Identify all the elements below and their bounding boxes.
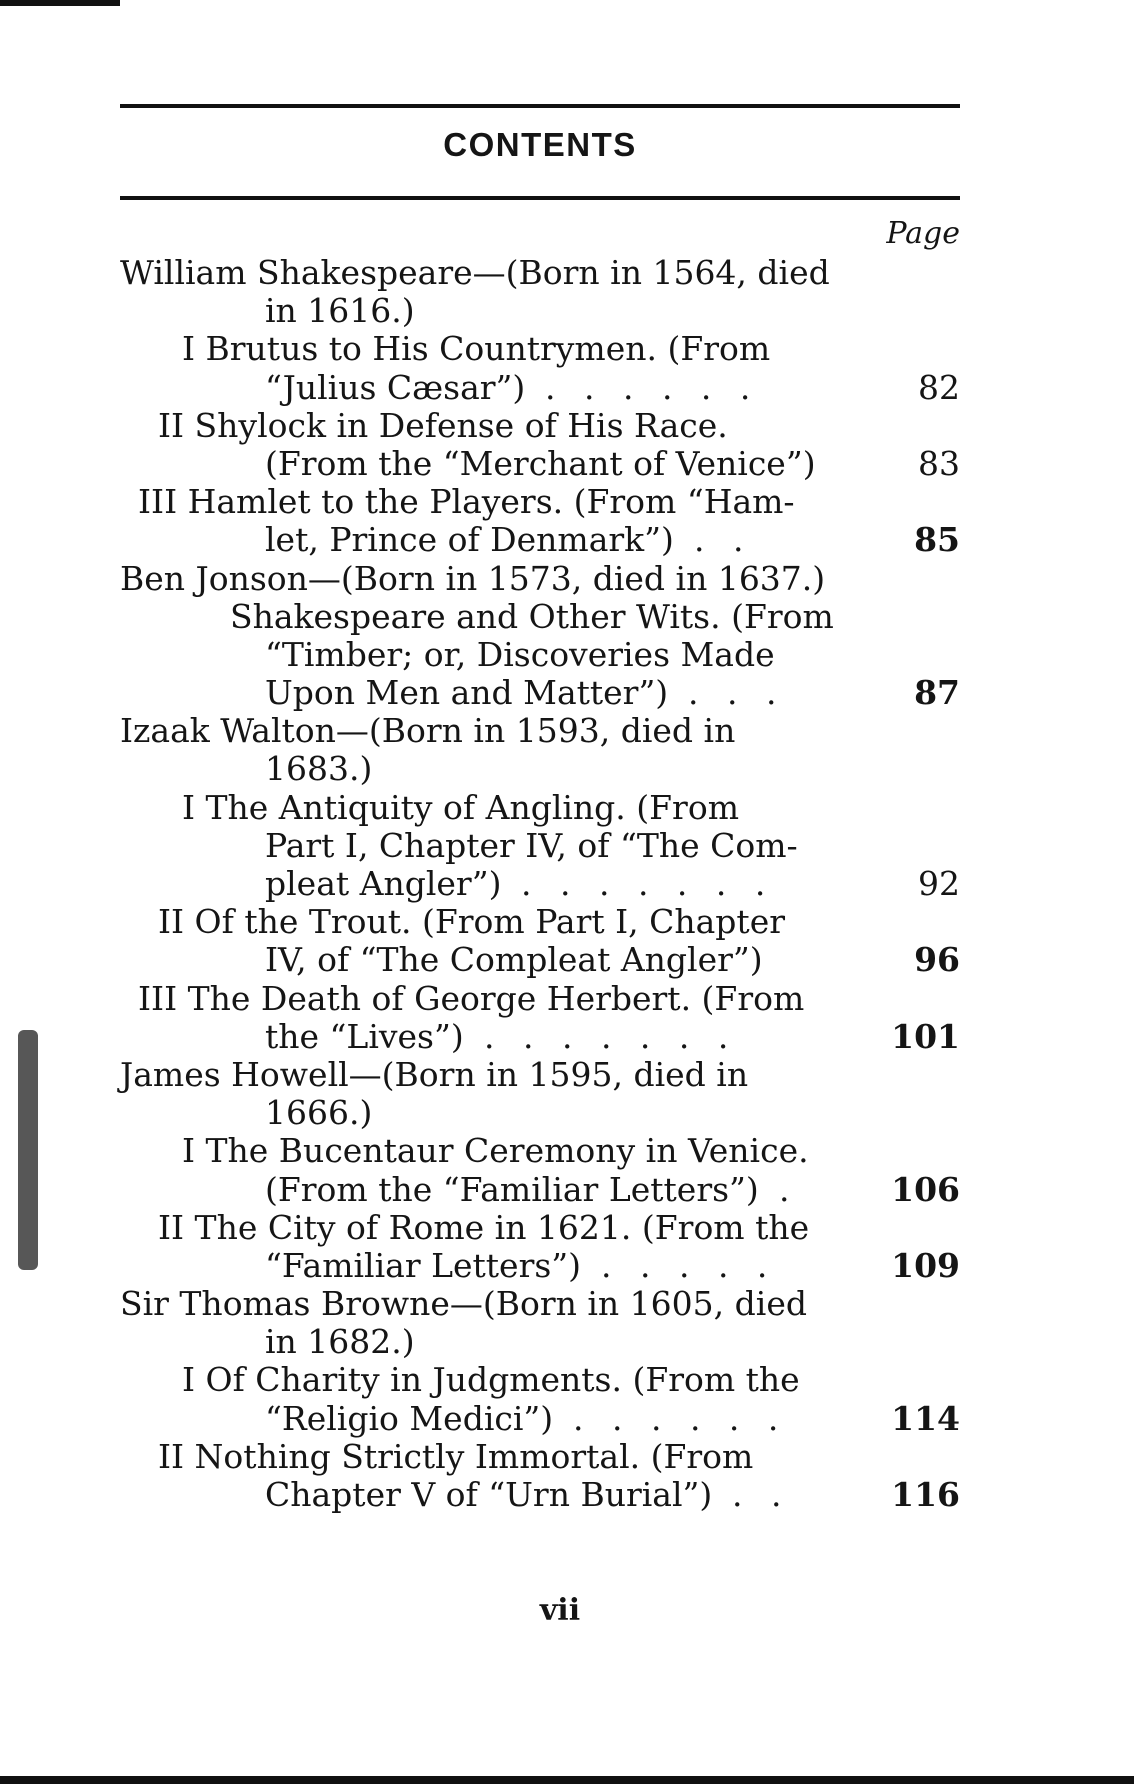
dot-leader: . . . . . . .: [521, 864, 775, 903]
author-entry-line: [120, 560, 960, 598]
contents-entry-line: [120, 521, 960, 559]
contents-entry-line: [120, 1361, 960, 1399]
dot-leader: . . . . .: [601, 1245, 777, 1285]
entry-text: “Timber; or, Discoveries Made: [265, 634, 775, 674]
scan-corner-mark: [0, 0, 120, 6]
contents-entry-line: [120, 789, 960, 827]
entry-text: let, Prince of Denmark”): [265, 520, 674, 560]
entry-text: “Familiar Letters”): [265, 1245, 582, 1285]
entry-text: in 1616.): [265, 291, 415, 331]
page-ref: 116: [891, 1475, 960, 1514]
contents-entry-line: [120, 865, 960, 903]
contents-entry-line: [120, 980, 960, 1018]
page-ref: 87: [914, 673, 960, 713]
contents-entry-line: [120, 941, 960, 979]
entry-text: Part I, Chapter IV, of “The Com-: [265, 825, 798, 865]
entry-text: James Howell—(Born in 1595, died in: [120, 1054, 749, 1094]
page-ref: 85: [914, 520, 960, 560]
author-entry-line: [120, 254, 960, 292]
contents-entry-line: [120, 1438, 960, 1476]
contents-entry-line: [120, 1171, 960, 1209]
dot-leader: . . . . . .: [573, 1398, 788, 1438]
page-ref: 92: [918, 864, 960, 903]
entry-text: I Of Charity in Judgments. (From the: [182, 1360, 800, 1400]
contents-entry-line: [120, 1132, 960, 1170]
contents-entry-line: [120, 369, 960, 407]
page-ref: 109: [891, 1245, 960, 1285]
author-entry-line: [120, 1285, 960, 1323]
entry-text: I The Bucentaur Ceremony in Venice.: [182, 1131, 809, 1171]
entry-text: the “Lives”): [265, 1016, 464, 1056]
dot-leader: . . . . . . .: [484, 1016, 738, 1056]
page-ref: 101: [891, 1016, 960, 1056]
author-entry-line: [120, 1056, 960, 1094]
entry-text: Ben Jonson—(Born in 1573, died in 1637.): [120, 558, 826, 598]
contents-entry-line: [120, 1094, 960, 1132]
entry-text: 1683.): [265, 749, 373, 789]
entry-text: “Religio Medici”): [265, 1398, 554, 1438]
scan-bottom-edge: [0, 1776, 1134, 1784]
page-ref: 106: [891, 1169, 960, 1209]
top-rule: [120, 104, 960, 108]
entry-text: II Nothing Strictly Immortal. (From: [158, 1436, 754, 1476]
page-ref: 82: [918, 367, 960, 407]
dot-leader: . .: [732, 1475, 791, 1514]
contents-entry-line: [120, 636, 960, 674]
page-column-label: Page: [886, 216, 960, 251]
contents-entry-line: [120, 750, 960, 788]
contents-entry-line: [120, 1476, 960, 1514]
page-ref: 83: [918, 443, 960, 483]
entry-text: III Hamlet to the Players. (From “Ham-: [138, 482, 795, 522]
dot-leader: . . .: [688, 673, 786, 713]
contents-entry-line: [120, 1323, 960, 1361]
entry-text: II The City of Rome in 1621. (From the: [158, 1207, 810, 1247]
entry-text: “Julius Cæsar”): [265, 367, 526, 407]
entry-text: II Of the Trout. (From Part I, Chapter: [158, 902, 785, 942]
dot-leader: .: [779, 1169, 799, 1209]
entry-text: I The Antiquity of Angling. (From: [182, 787, 739, 827]
contents-entry-line: [120, 598, 960, 636]
entry-text: III The Death of George Herbert. (From: [138, 978, 805, 1018]
contents-entry-line: [120, 445, 960, 483]
entry-text: in 1682.): [265, 1322, 415, 1362]
entry-text: Sir Thomas Browne—(Born in 1605, died: [120, 1284, 807, 1324]
dot-leader: . .: [694, 520, 753, 560]
contents-entry-line: [120, 330, 960, 368]
dot-leader: . . . . . .: [545, 367, 760, 407]
contents-entry-line: [120, 483, 960, 521]
contents-heading: CONTENTS: [443, 126, 637, 163]
contents-list: [120, 254, 960, 1514]
contents-entry-line: [120, 1247, 960, 1285]
contents-entry-line: [120, 292, 960, 330]
entry-text: Chapter V of “Urn Burial”): [265, 1475, 713, 1514]
page-ref: 114: [891, 1398, 960, 1438]
entry-text: (From the “Familiar Letters”): [265, 1169, 759, 1209]
entry-text: Izaak Walton—(Born in 1593, died in: [120, 711, 736, 751]
entry-text: II Shylock in Defense of His Race.: [158, 405, 728, 445]
contents-entry-line: [120, 674, 960, 712]
page-number: vii: [539, 1593, 581, 1628]
contents-entry-line: [120, 903, 960, 941]
contents-entry-line: [120, 827, 960, 865]
entry-text: 1666.): [265, 1093, 373, 1133]
entry-text: Shakespeare and Other Wits. (From: [230, 596, 834, 636]
entry-text: I Brutus to His Countrymen. (From: [182, 329, 771, 369]
contents-entry-line: [120, 1209, 960, 1247]
contents-entry-line: [120, 407, 960, 445]
entry-text: pleat Angler”): [265, 864, 502, 903]
entry-text: IV, of “The Compleat Angler”): [265, 940, 763, 980]
scan-edge-smudge: [18, 1030, 38, 1270]
entry-text: Upon Men and Matter”): [265, 673, 669, 713]
heading-rule: [120, 196, 960, 200]
contents-entry-line: [120, 1400, 960, 1438]
page-ref: 96: [914, 940, 960, 980]
entry-text: (From the “Merchant of Venice”): [265, 443, 816, 483]
entry-text: William Shakespeare—(Born in 1564, died: [120, 253, 830, 292]
contents-entry-line: [120, 1018, 960, 1056]
author-entry-line: [120, 712, 960, 750]
